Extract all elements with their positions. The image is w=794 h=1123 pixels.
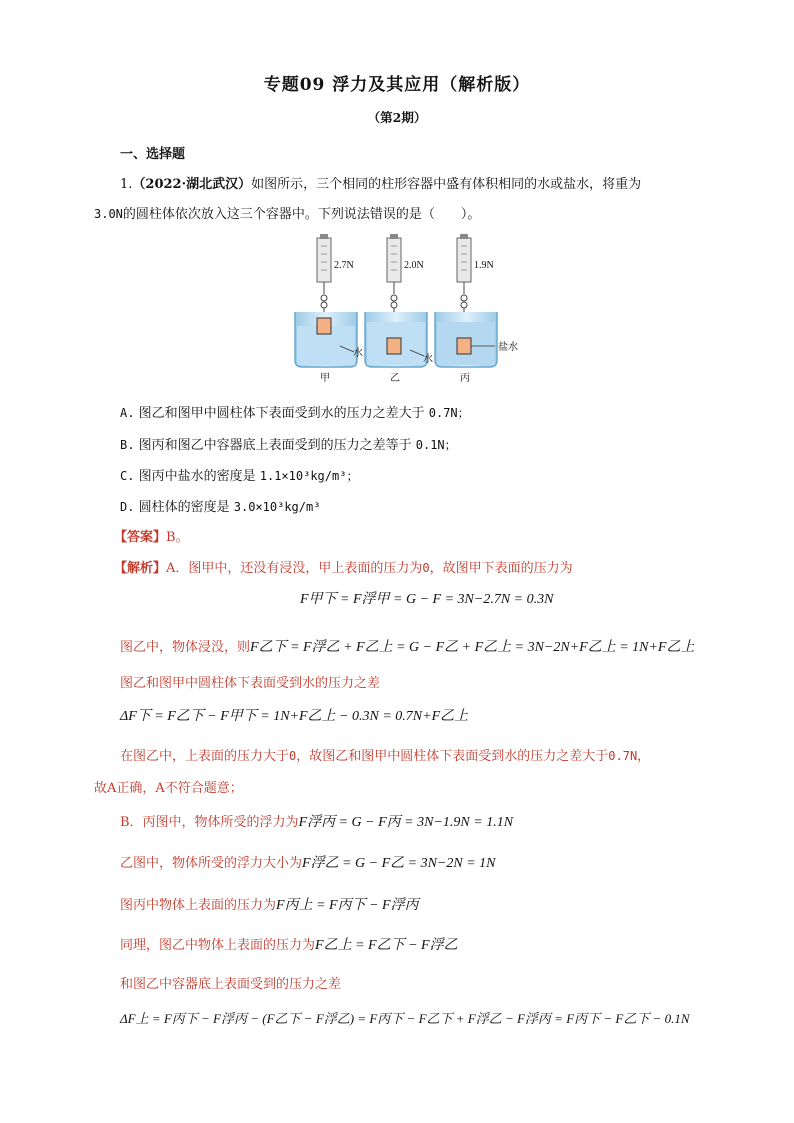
analysis-a-zero: 0: [422, 561, 430, 575]
option-a-letter: A.: [120, 406, 135, 420]
option-a-text: 图乙和图甲中圆柱体下表面受到水的压力之差大于: [138, 406, 425, 421]
beaker-label-yi: 乙: [390, 373, 400, 384]
option-d: [120, 496, 320, 515]
analysis-bottom-diff-heading: 和图乙中容器底上表面受到的压力之差: [120, 977, 342, 992]
option-c-text: 图丙中盐水的密度是: [138, 469, 256, 484]
beaker-jia: [295, 234, 357, 367]
conclusion-a-value: 0.7N: [608, 749, 638, 763]
analysis-bing-top-text: 图丙中物体上表面的压力为: [120, 898, 277, 913]
formula-yi-buoyancy: F浮乙 = G − F乙 = 3N−2N = 1N: [302, 856, 496, 871]
answer-label: 【答案】: [114, 530, 167, 545]
analysis-yi-text: 图乙中，物体浸没，则: [120, 640, 251, 655]
liquid-label-jia: 水: [353, 348, 363, 359]
beaker-yi: [365, 234, 427, 367]
option-b-value: 0.1N；: [415, 438, 457, 452]
section-heading: 一、选择题: [120, 147, 186, 162]
analysis-intro: [114, 557, 573, 576]
formula-jia-bottom: F甲下 = F浮甲 = G − F = 3N−2.7N = 0.3N: [300, 592, 554, 607]
analysis-yi-buoyancy-text: 乙图中，物体所受的浮力大小为: [120, 856, 303, 871]
option-d-text: 圆柱体的密度是: [138, 500, 230, 515]
reading-yi: 2.0N: [404, 260, 424, 271]
liquid-label-bing: 盐水: [498, 342, 518, 353]
analysis-yi-top: [120, 934, 458, 954]
answer-value: B。: [166, 530, 189, 545]
conclusion-a-rest: ，故图乙和图甲中圆柱体下表面受到水的压力之差大于: [296, 749, 609, 764]
liquid-label-yi: 水: [423, 354, 433, 365]
formula-top-diff: ΔF上 = F丙下 − F浮丙 − (F乙下 − F浮乙) = F丙下 − F乙下 + F浮乙 − F浮丙 = F丙下 − F乙下 − 0.1N: [120, 1011, 690, 1026]
formula-bottom-diff: ΔF下 = F乙下 − F甲下 = 1N+F乙上 − 0.3N = 0.7N+F乙上: [120, 709, 469, 724]
question-source: （2022·湖北武汉）: [132, 177, 252, 192]
beaker-label-bing: 丙: [460, 373, 470, 384]
option-a-value: 0.7N；: [428, 406, 470, 420]
conclusion-a-zero: 0: [289, 749, 297, 763]
reading-jia: 2.7N: [334, 260, 354, 271]
beaker-bing: [435, 234, 497, 367]
formula-bing-top: F丙上 = F丙下 − F浮丙: [276, 898, 419, 913]
conclusion-a-text: 在图乙中，上表面的压力大于: [120, 749, 290, 764]
option-c-letter: C.: [120, 469, 135, 483]
answer-line: [114, 526, 189, 545]
analysis-bing-top: [120, 894, 419, 914]
analysis-label: 【解析】: [114, 561, 167, 576]
stem-weight-value: 3.0N: [94, 207, 123, 221]
experiment-figure: [290, 232, 540, 387]
formula-yi-bottom: F乙下 = F浮乙 + F乙上 = G − F乙 + F乙上 = 3N−2N+F乙上 = 1N+F乙上: [250, 640, 695, 655]
analysis-yi-immersed: [120, 636, 694, 656]
question-number: 1.: [120, 177, 133, 192]
formula-bing-buoyancy: F浮丙 = G − F丙 = 3N−1.9N = 1.1N: [298, 815, 514, 830]
analysis-b-intro: [120, 811, 513, 831]
option-d-letter: D.: [120, 500, 135, 514]
analysis-a-end: ，故图甲下表面的压力为: [429, 561, 573, 576]
analysis-yi-top-text: 同理，图乙中物体上表面的压力为: [120, 938, 316, 953]
analysis-yi-buoyancy: [120, 852, 495, 872]
option-a: [120, 402, 470, 421]
option-b: [120, 434, 457, 453]
analysis-b-text: B．丙图中，物体所受的浮力为: [120, 815, 299, 830]
option-b-text: 图丙和图乙中容器底上表面受到的压力之差等于: [138, 438, 412, 453]
formula-yi-top: F乙上 = F乙下 − F浮乙: [315, 938, 458, 953]
conclusion-a-end: ，: [637, 749, 651, 764]
option-b-letter: B.: [120, 438, 135, 452]
analysis-conclusion-a2: 故A正确，A不符合题意；: [94, 781, 243, 796]
option-d-value: 3.0×10³kg/m³: [233, 500, 321, 514]
page-subtitle: （第2期）: [367, 110, 427, 125]
analysis-a-text: A．图甲中，还没有浸没，甲上表面的压力为: [166, 561, 423, 576]
stem-line2-text: 的圆柱体依次放入这三个容器中。下列说法错误的是（ ）。: [122, 207, 481, 222]
analysis-diff-heading: 图乙和图甲中圆柱体下表面受到水的压力之差: [120, 676, 381, 691]
question-stem-line2: [94, 203, 480, 222]
beaker-label-jia: 甲: [320, 373, 330, 384]
option-c: [120, 465, 358, 484]
option-c-value: 1.1×10³kg/m³；: [259, 469, 359, 483]
question-stem-text: 如图所示，三个相同的柱形容器中盛有体积相同的水或盐水，将重为: [251, 177, 642, 192]
question-stem-line1: [120, 173, 641, 192]
analysis-conclusion-a1: [120, 745, 650, 764]
page-title: 专题09 浮力及其应用（解析版）: [263, 75, 531, 95]
reading-bing: 1.9N: [474, 260, 494, 271]
